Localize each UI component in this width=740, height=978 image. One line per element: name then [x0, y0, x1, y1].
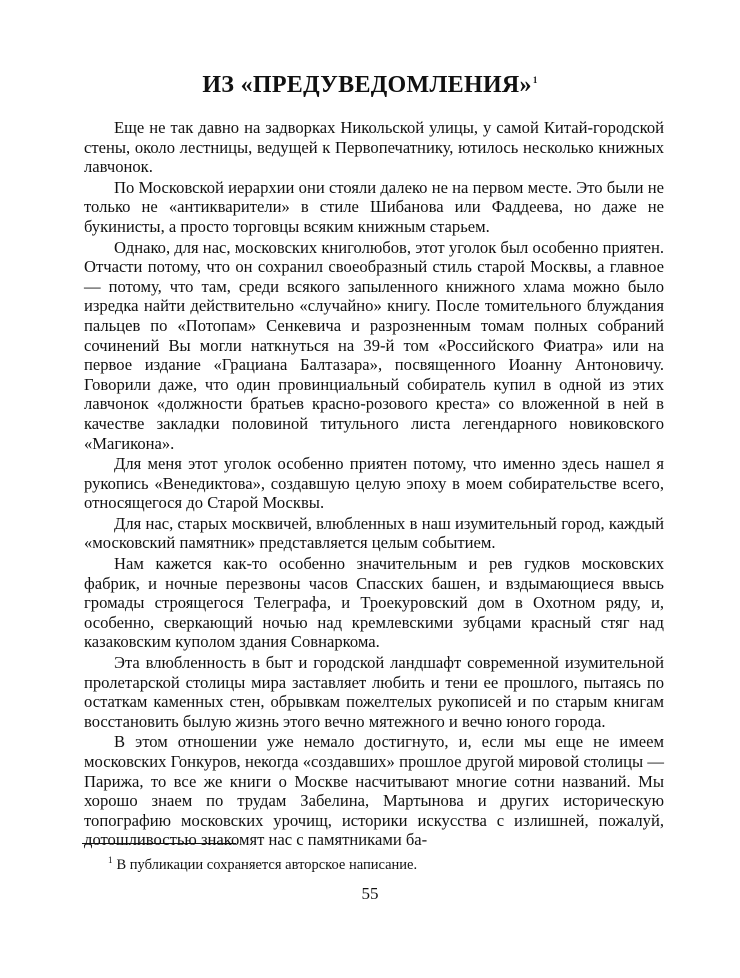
chapter-title-text: ИЗ «ПРЕДУВЕДОМЛЕНИЯ»: [202, 72, 532, 98]
footnote-reference: 1: [532, 75, 538, 85]
paragraph: В этом отношении уже немало достигнуто, и, если мы еще не имеем московских Гонкуров, некогда «создавших» прошлое другой мировой столицы — Парижа, то все же книги о Москве насчитывают многие сотни названий. Мы хорошо знаем по трудам Забелина, Мартынова и других историческую топографию московских урочищ, историки искусства с излишней, пожалуй, дотошливостью знакомят нас с памятниками ба-: [84, 732, 664, 850]
paragraph: Для нас, старых москвичей, влюбленных в наш изумительный город, каждый «московский памятник» представляется целым событием.: [84, 513, 664, 553]
paragraph: Однако, для нас, московских книголюбов, этот уголок был особенно приятен. Отчасти потому, что он сохранил своеобразный стиль старой Москвы, а главное — потому, что там, среди всякого запыленного книжного хлама можно было изредка найти действительно «случайно» книгу. После томительного блуждания пальцев по «Потопам» Сенкевича и разрозненным томам полных собраний сочинений Вы могли наткнуться на 39-й том «Российского Фиатра» или на первое издание «Грациана Балтазара», посвященного Иоанну Антоновичу. Говорили даже, что один провинциальный собиратель купил в одной из этих лавчонок «должности братьев красно-розового креста» со вложенной в ней в качестве закладки половиной титульного листа легендарного новиковского «Магикона».: [84, 237, 664, 453]
paragraph: Для меня этот уголок особенно приятен потому, что именно здесь нашел я рукопись «Венедиктова», создавшую целую эпоху в моем собирательстве всего, относящегося до Старой Москвы.: [84, 454, 664, 513]
footnote-divider: [82, 843, 236, 844]
paragraph: Нам кажется как-то особенно значительным и рев гудков московских фабрик, и ночные перезвоны часов Спасских башен, и вздымающиеся ввысь громады строящегося Телеграфа, и Троекуровский дом в Охотном ряду, и, особенно, сверкающий ночью над кремлевскими зубцами красный стяг над казаковским куполом здания Совнаркома.: [84, 554, 664, 652]
body-text: [84, 118, 664, 850]
footnote-text: В публикации сохраняется авторское написание.: [116, 856, 418, 873]
footnote-marker: 1: [108, 855, 113, 865]
paragraph: По Московской иерархии они стояли далеко не на первом месте. Это были не только не «антикварители» в стиле Шибанова или Фаддеева, но даже не букинисты, а просто торговцы всяким книжным старьем.: [84, 177, 664, 236]
chapter-title: [0, 72, 740, 99]
paragraph: Еще не так давно на задворках Никольской улицы, у самой Китай-городской стены, около лестницы, ведущей к Первопечатнику, ютилось несколько книжных лавчонок.: [84, 118, 664, 177]
page-number: 55: [361, 884, 379, 903]
paragraph: Эта влюбленность в быт и городской ландшафт современной изумительной пролетарской столицы мира заставляет любить и тени ее прошлого, пытаясь по остаткам каменных стен, обрывкам пожелтелых рукописей и по старым книгам восстановить былую жизнь этого вечно мятежного и вечно юного города.: [84, 653, 664, 731]
footnote: [108, 851, 668, 874]
